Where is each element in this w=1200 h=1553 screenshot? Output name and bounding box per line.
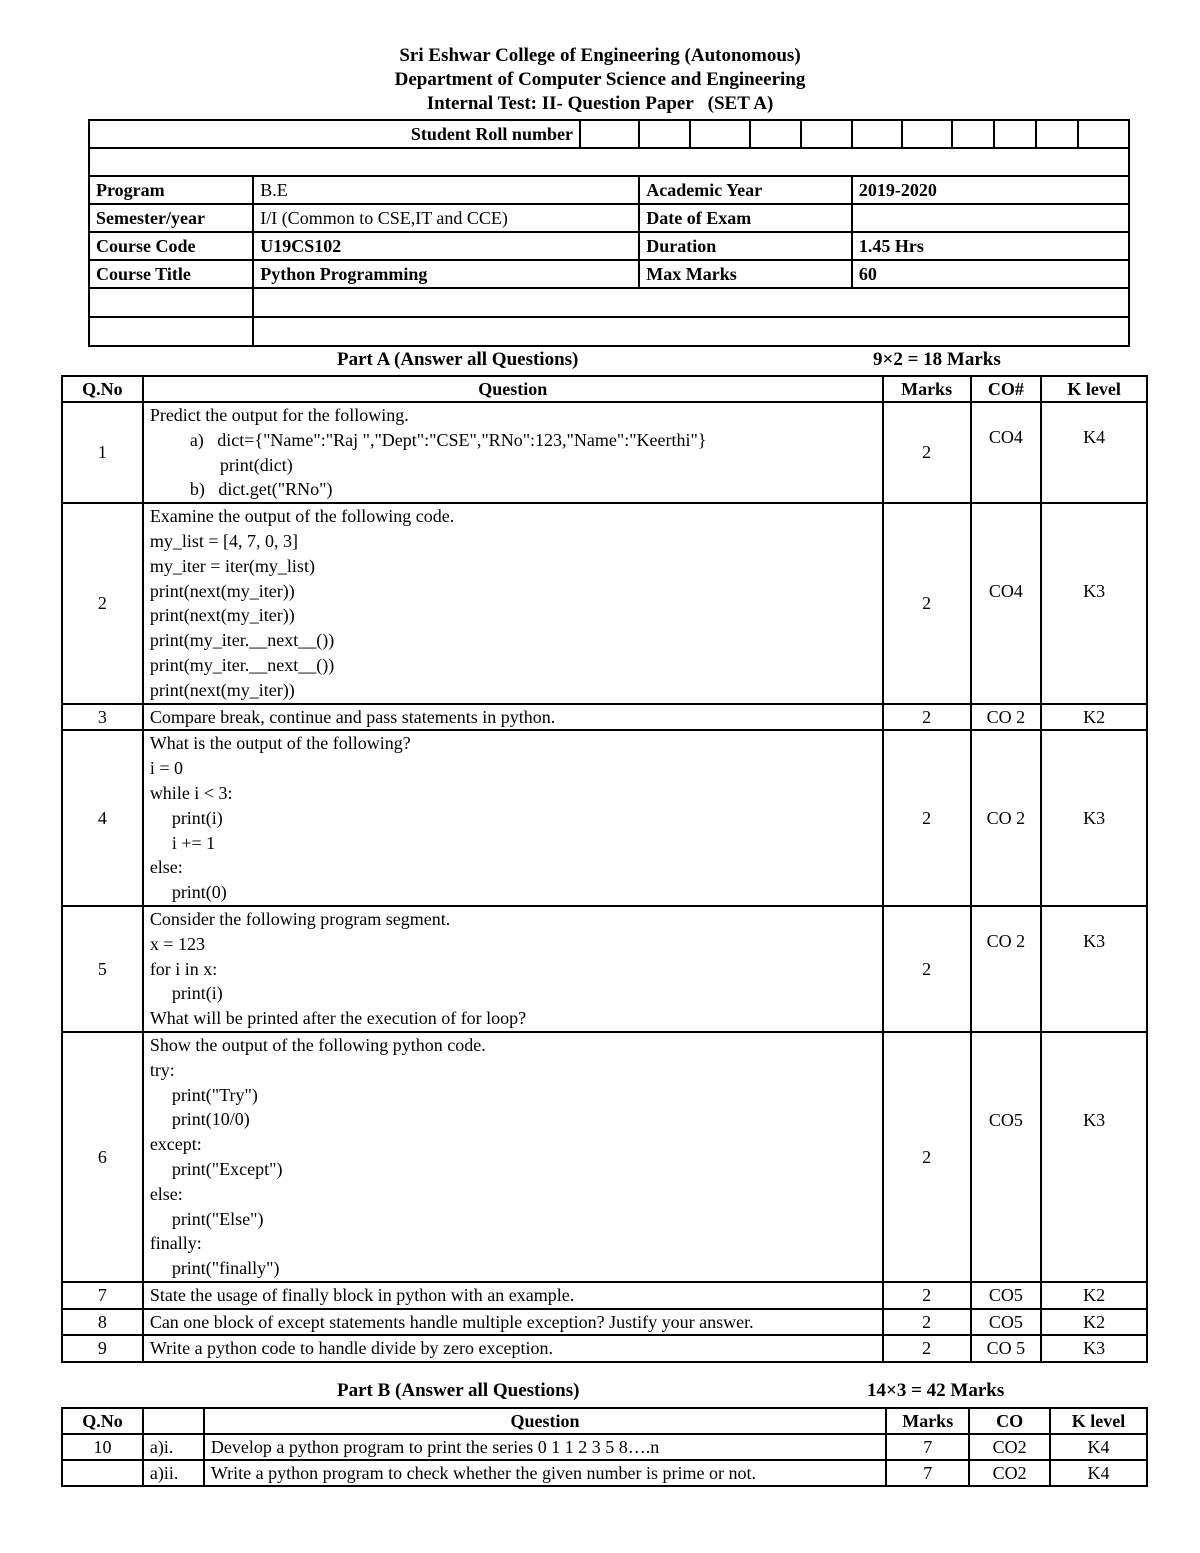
program-row <box>89 176 1129 204</box>
semester-value: I/I (Common to CSE,IT and CCE) <box>253 204 639 232</box>
question-marks: 2 <box>883 503 971 703</box>
question-row <box>62 1309 1147 1336</box>
qno-header: Q.No <box>62 376 143 402</box>
question-text: Consider the following program segment. x = 123 for i in x: print(i) What will be printed after the execution of for loop? <box>143 906 883 1032</box>
question-marks: 2 <box>883 1335 971 1362</box>
table-header <box>62 1408 1147 1434</box>
course-code-label: Course Code <box>89 232 253 260</box>
question-header: Question <box>143 376 883 402</box>
question-co: CO5 <box>971 1282 1042 1309</box>
question-k-level: K4 <box>1050 1434 1147 1460</box>
college-name: Sri Eshwar College of Engineering (Autonomous) <box>399 45 801 66</box>
academic-year-label: Academic Year <box>639 176 852 204</box>
duration-label: Duration <box>639 232 852 260</box>
question-marks: 2 <box>883 704 971 731</box>
question-co: CO 2 <box>971 730 1042 906</box>
course-title-value: Python Programming <box>253 260 639 288</box>
question-k-level: K3 <box>1041 503 1147 703</box>
roll-digit-cell[interactable] <box>1078 120 1129 148</box>
co-header: CO# <box>971 376 1042 402</box>
question-row <box>62 704 1147 731</box>
question-text: Develop a python program to print the series 0 1 1 2 3 5 8….n <box>204 1434 886 1460</box>
question-row <box>62 1460 1147 1486</box>
co-header: CO <box>969 1408 1050 1434</box>
part-b-marks: 14×3 = 42 Marks <box>867 1380 1005 1401</box>
sub-question-label: a)i. <box>143 1434 204 1460</box>
question-text: Predict the output for the following. a) dict={"Name":"Raj ","Dept":"CSE","RNo":123,"Name":"Keerthi"} print(dict) b) dict.get("RNo") <box>143 402 883 503</box>
question-number: 4 <box>62 730 143 906</box>
question-marks: 2 <box>883 730 971 906</box>
table-header <box>62 376 1147 402</box>
question-number: 9 <box>62 1335 143 1362</box>
question-number: 10 <box>62 1434 143 1460</box>
question-marks: 2 <box>883 906 971 1032</box>
question-row <box>62 402 1147 503</box>
k-level-header: K level <box>1041 376 1147 402</box>
question-number <box>62 1460 143 1486</box>
question-marks: 2 <box>883 402 971 503</box>
blank-row <box>89 148 1129 176</box>
question-k-level: K2 <box>1041 704 1147 731</box>
program-label: Program <box>89 176 253 204</box>
roll-digit-cell[interactable] <box>952 120 994 148</box>
question-row <box>62 1032 1147 1282</box>
question-co: CO2 <box>969 1460 1050 1486</box>
question-co: CO5 <box>971 1309 1042 1336</box>
question-number: 2 <box>62 503 143 703</box>
course-code-value: U19CS102 <box>253 232 639 260</box>
question-k-level: K2 <box>1041 1309 1147 1336</box>
academic-year-value: 2019-2020 <box>852 176 1129 204</box>
k-level-header: K level <box>1050 1408 1147 1434</box>
question-co: CO5 <box>971 1032 1042 1282</box>
roll-digit-cell[interactable] <box>639 120 690 148</box>
date-label: Date of Exam <box>639 204 852 232</box>
question-k-level: K3 <box>1041 1032 1147 1282</box>
course-title-row <box>89 260 1129 288</box>
roll-digit-cell[interactable] <box>994 120 1036 148</box>
course-title-label: Course Title <box>89 260 253 288</box>
question-text: Can one block of except statements handle multiple exception? Justify your answer. <box>143 1309 883 1336</box>
question-co: CO 2 <box>971 704 1042 731</box>
date-value <box>852 204 1129 232</box>
question-k-level: K3 <box>1041 730 1147 906</box>
question-text: State the usage of finally block in python with an example. <box>143 1282 883 1309</box>
program-value: B.E <box>253 176 639 204</box>
question-number: 7 <box>62 1282 143 1309</box>
question-row <box>62 1282 1147 1309</box>
blank-row <box>89 317 1129 346</box>
question-number: 6 <box>62 1032 143 1282</box>
roll-digit-cell[interactable] <box>750 120 801 148</box>
question-text: Examine the output of the following code. my_list = [4, 7, 0, 3] my_iter = iter(my_list) print(next(my_iter)) print(next(my_iter)) print(my_iter.__next__()) print(my_iter.__next__()) print(next(my_iter)) <box>143 503 883 703</box>
roll-number-row <box>89 120 1129 148</box>
roll-digit-cell[interactable] <box>801 120 852 148</box>
question-text: Write a python program to check whether the given number is prime or not. <box>204 1460 886 1486</box>
roll-number-label: Student Roll number <box>89 120 580 148</box>
roll-digit-cell[interactable] <box>690 120 750 148</box>
question-k-level: K3 <box>1041 1335 1147 1362</box>
marks-header: Marks <box>883 376 971 402</box>
roll-digit-cell[interactable] <box>580 120 639 148</box>
question-k-level: K2 <box>1041 1282 1147 1309</box>
question-k-level: K3 <box>1041 906 1147 1032</box>
question-marks: 2 <box>883 1282 971 1309</box>
sub-question-label: a)ii. <box>143 1460 204 1486</box>
question-text: Compare break, continue and pass statements in python. <box>143 704 883 731</box>
roll-digit-cell[interactable] <box>1036 120 1078 148</box>
question-row <box>62 1434 1147 1460</box>
question-k-level: K4 <box>1041 402 1147 503</box>
question-text: What is the output of the following? i = 0 while i < 3: print(i) i += 1 else: print(0) <box>143 730 883 906</box>
semester-row <box>89 204 1129 232</box>
question-marks: 7 <box>886 1460 969 1486</box>
max-marks-label: Max Marks <box>639 260 852 288</box>
question-number: 3 <box>62 704 143 731</box>
question-text: Write a python code to handle divide by zero exception. <box>143 1335 883 1362</box>
question-header: Question <box>204 1408 886 1434</box>
question-co: CO4 <box>971 503 1042 703</box>
part-a-title: Part A (Answer all Questions) <box>337 349 579 370</box>
course-code-row <box>89 232 1129 260</box>
roll-digit-cell[interactable] <box>852 120 902 148</box>
question-row <box>62 503 1147 703</box>
question-marks: 2 <box>883 1309 971 1336</box>
duration-value: 1.45 Hrs <box>852 232 1129 260</box>
question-marks: 7 <box>886 1434 969 1460</box>
part-a-table <box>61 375 1148 1363</box>
question-number: 8 <box>62 1309 143 1336</box>
marks-header: Marks <box>886 1408 969 1434</box>
test-title: Internal Test: II- Question Paper (SET A) <box>426 93 774 114</box>
qno-header: Q.No <box>62 1408 143 1434</box>
department-name: Department of Computer Science and Engineering <box>394 69 806 90</box>
max-marks-value: 60 <box>852 260 1129 288</box>
paper-header <box>0 44 1200 116</box>
course-info-table <box>88 119 1130 347</box>
question-number: 1 <box>62 402 143 503</box>
blank-row <box>89 288 1129 317</box>
semester-label: Semester/year <box>89 204 253 232</box>
roll-digit-cell[interactable] <box>902 120 952 148</box>
question-k-level: K4 <box>1050 1460 1147 1486</box>
question-co: CO 5 <box>971 1335 1042 1362</box>
question-co: CO4 <box>971 402 1042 503</box>
question-co: CO 2 <box>971 906 1042 1032</box>
question-row <box>62 906 1147 1032</box>
part-b-title: Part B (Answer all Questions) <box>337 1380 580 1401</box>
question-row <box>62 1335 1147 1362</box>
question-text: Show the output of the following python code. try: print("Try") print(10/0) except: print("Except") else: print("Else") finally: print("finally") <box>143 1032 883 1282</box>
question-row <box>62 730 1147 906</box>
question-co: CO2 <box>969 1434 1050 1460</box>
question-marks: 2 <box>883 1032 971 1282</box>
part-a-marks: 9×2 = 18 Marks <box>873 349 1001 370</box>
question-number: 5 <box>62 906 143 1032</box>
part-b-table <box>61 1407 1148 1487</box>
